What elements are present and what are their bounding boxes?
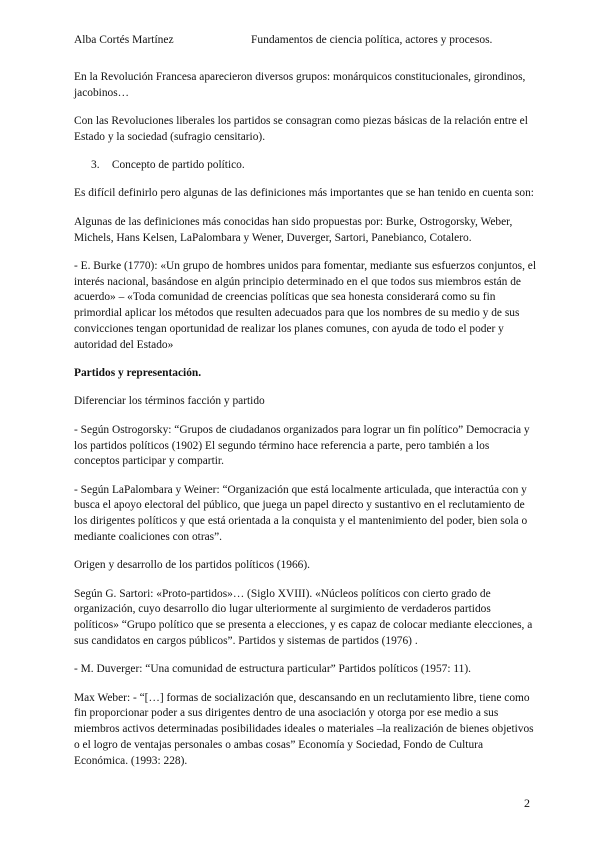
paragraph-definitions-intro: Es difícil definirlo pero algunas de las definiciones más importantes que se han tenido en cuenta son: — [74, 187, 534, 200]
page-header — [74, 34, 540, 50]
paragraph-origin-development: Origen y desarrollo de los partidos políticos (1966). — [74, 559, 310, 572]
header-course-title: Fundamentos de ciencia política, actores y procesos. — [251, 34, 493, 46]
subheading-parties-representation: Partidos y representación. — [74, 367, 202, 380]
header-author: Alba Cortés Martínez — [74, 34, 174, 46]
paragraph-liberal-revolutions: Con las Revoluciones liberales los partidos se consagran como piezas básicas de la relación entre el Estado y la sociedad (sufragio censitario). — [74, 115, 528, 143]
paragraph-faction-party: Diferenciar los términos facción y partido — [74, 395, 265, 408]
paragraph-weber: Max Weber: - “[…] formas de socialización que, descansando en un reclutamiento libre, tiene como fin proporcionar poder a sus dirigentes dentro de una asociación y otorga por ese medio a sus miembros activos determinadas posibilidades ideales o materiales –la realización de bienes objetivos o el logro de ventajas personales o ambas cosas” Economía y Sociedad, Fondo de Cultura Económica. (1993: 228). — [74, 691, 534, 767]
document-body — [74, 70, 536, 782]
section-number: 3. — [91, 159, 100, 172]
paragraph-burke: - E. Burke (1770): «Un grupo de hombres unidos para fomentar, mediante sus esfuerzos conjuntos, el interés nacional, basándose en algún principio determinado en el que todos sus miembros están de acuerdo» – «Toda comunidad de creencias políticas que sea honesta considerará como su fin primordial aplicar los métodos que resulten adecuados para que los nombres de su medio y de sus convicciones tengan oportunidad de realizar los planes comunes, con ayuda de todo el poder y autoridad del Estado» — [74, 259, 537, 351]
page-number: 2 — [524, 796, 530, 810]
paragraph-ostrogorsky: - Según Ostrogorsky: “Grupos de ciudadanos organizados para lograr un fin político” Democracia y los partidos políticos (1902) El segundo término hace referencia a parte, pero también a los conceptos participar y compartir. — [74, 423, 530, 468]
section-title: Concepto de partido político. — [111, 159, 245, 172]
paragraph-duverger: - M. Duverger: “Una comunidad de estructura particular” Partidos políticos (1957: 11). — [74, 663, 471, 676]
paragraph-lapalombara-weiner: - Según LaPalombara y Weiner: “Organización que está localmente articulada, que interactúa con y busca el apoyo electoral del público, que juega un papel directo y sustantivo en el reclutamiento de los dirigentes políticos y que está orientada a la conquista y el mantenimiento del poder, bien sola o mediante coaliciones con otras”. — [74, 483, 528, 544]
section-heading — [74, 158, 536, 174]
paragraph-sartori: Según G. Sartori: «Proto-partidos»… (Siglo XVIII). «Núcleos políticos con cierto grado de organización, cuyo desarrollo dio lugar ulteriormente al surgimiento de verdaderos partidos políticos» “Grupo político que se presenta a elecciones, y es capaz de colocar mediante elecciones, a sus candidatos en cargos públicos”. Partidos y sistemas de partidos (1976) . — [74, 587, 533, 648]
paragraph-authors-list: Algunas de las definiciones más conocidas han sido propuestas por: Burke, Ostrogorsky, Weber, Michels, Hans Kelsen, LaPalombara y Wener, Duverger, Sartori, Panebianco, Cotalero. — [74, 215, 513, 244]
paragraph-french-revolution: En la Revolución Francesa aparecieron diversos grupos: monárquicos constitucionales, girondinos, jacobinos… — [74, 71, 526, 99]
